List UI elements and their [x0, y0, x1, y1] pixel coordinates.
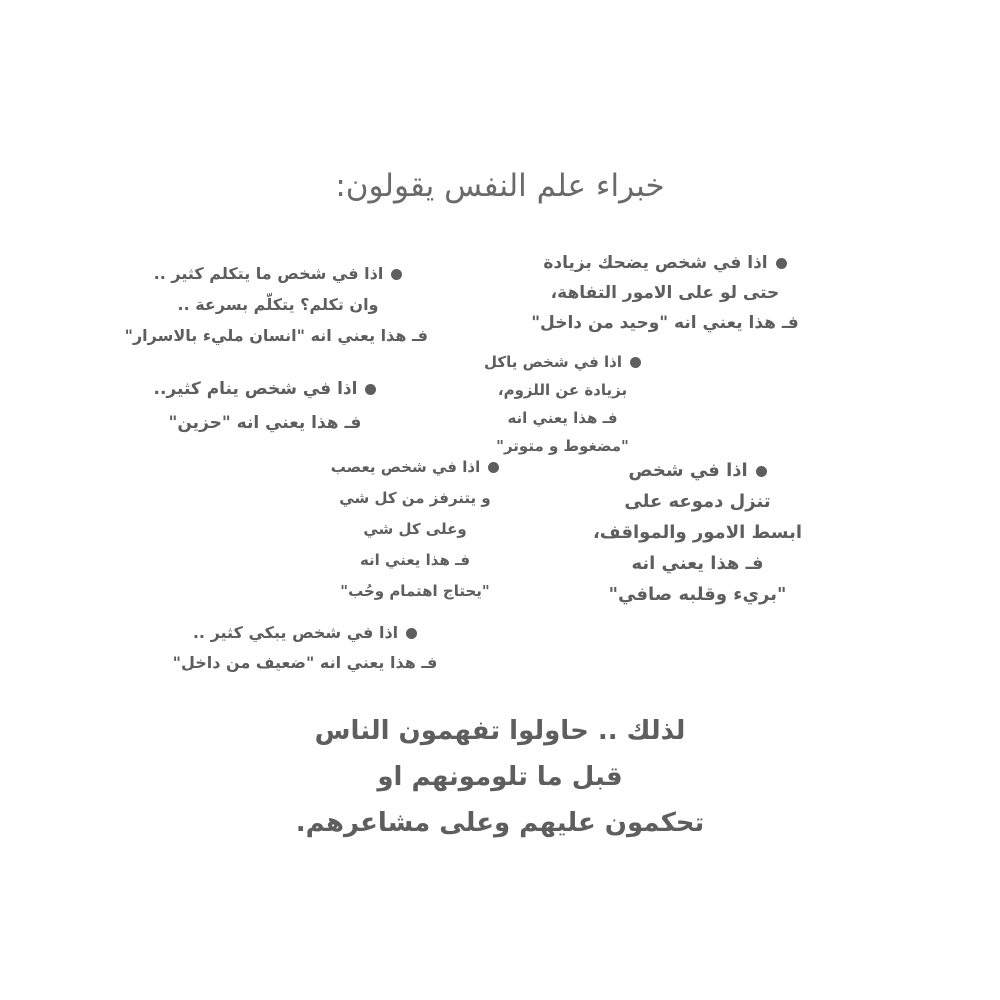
note-sleep [150, 372, 380, 440]
note-cry [165, 618, 445, 678]
note-line: ابسط الامور والمواقف، [592, 522, 803, 543]
note-line: فـ هذا يعني انه "وحيد من داخل" [531, 313, 799, 333]
bullet-icon [776, 258, 787, 269]
page-title: خبراء علم النفس يقولون: [335, 168, 665, 204]
note-line: حتى لو على الامور التفاهة، [550, 283, 780, 303]
note-line: فـ هذا يعني انه [507, 409, 618, 427]
conclusion-line: تحكمون عليهم وعلى مشاعرهم. [295, 808, 705, 838]
conclusion-line: لذلك .. حاولوا تفهمون الناس [314, 716, 686, 746]
bullet-icon [391, 269, 402, 280]
note-text: اذا في شخص يبكي كثير .. [192, 623, 399, 642]
note-angry [315, 452, 515, 607]
bullet-icon [365, 384, 376, 395]
note-text: اذا في شخص يعصب [330, 458, 481, 476]
note-line: "يحتاج اهتمام وحُب" [340, 582, 490, 600]
note-line: بزيادة عن اللزوم، [497, 381, 628, 399]
bullet-icon [406, 628, 417, 639]
note-line: وان تكلم؟ يتكلّم بسرعة .. [177, 295, 379, 314]
note-line: فـ هذا يعني انه "انسان مليء بالاسرار" [124, 326, 428, 345]
note-line [470, 348, 655, 376]
conclusion-line: قبل ما تلومونهم او [377, 762, 623, 792]
note-line: "بريء وقلبه صافي" [608, 584, 787, 605]
note-line: وعلى كل شي [363, 520, 467, 538]
note-line [165, 618, 445, 648]
note-text: اذا في شخص ما يتكلم كثير .. [153, 264, 384, 283]
bullet-icon [488, 462, 499, 473]
note-line [150, 372, 380, 406]
note-line: فـ هذا يعني انه "ضعيف من داخل" [172, 653, 438, 672]
bullet-icon [630, 357, 641, 368]
note-talk [124, 258, 428, 351]
note-line: فـ هذا يعني انه [631, 553, 764, 574]
note-tears [590, 455, 805, 610]
note-line [315, 452, 515, 483]
note-text: اذا في شخص يضحك بزيادة [543, 253, 768, 273]
bullet-icon [756, 466, 767, 477]
note-line [128, 258, 428, 289]
note-eat [470, 348, 655, 460]
note-text: اذا في شخص ياكل [483, 353, 623, 371]
note-line: فـ هذا يعني انه "حزين" [168, 413, 362, 433]
note-line: "مضغوط و متوتر" [496, 437, 629, 455]
note-line [520, 248, 810, 278]
note-line [590, 455, 805, 486]
note-line: و يتنرفز من كل شي [339, 489, 491, 507]
note-text: اذا في شخص ينام كثير.. [153, 379, 358, 399]
note-laugh [520, 248, 810, 338]
note-line: تنزل دموعه على [624, 491, 771, 512]
conclusion [250, 708, 750, 846]
note-text: اذا في شخص [628, 460, 748, 481]
note-line: فـ هذا يعني انه [359, 551, 471, 569]
